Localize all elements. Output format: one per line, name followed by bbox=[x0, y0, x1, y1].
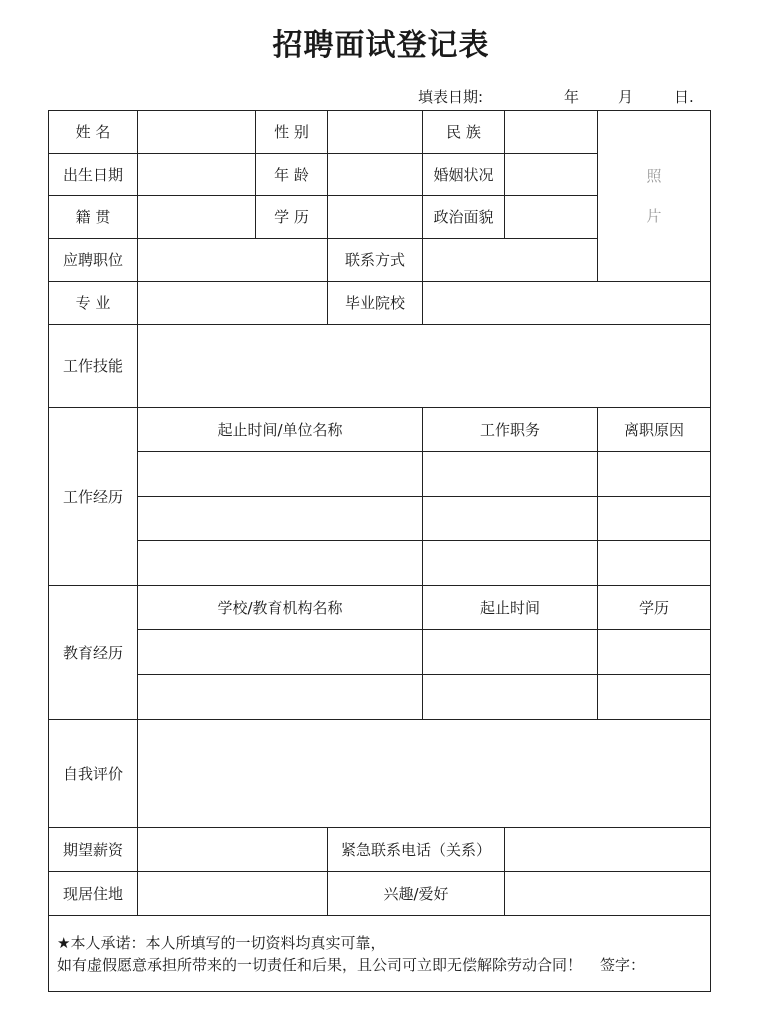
major-field[interactable] bbox=[138, 282, 328, 325]
page-title: 招聘面试登记表 bbox=[272, 28, 490, 63]
school-label: 毕业院校 bbox=[328, 282, 423, 325]
photo-label-2: 片 bbox=[646, 207, 662, 225]
gender-field[interactable] bbox=[328, 111, 423, 154]
work-col-title-header: 工作职务 bbox=[423, 408, 598, 452]
education-field[interactable] bbox=[328, 196, 423, 239]
edu-col-school-header: 学校/教育机构名称 bbox=[138, 586, 423, 630]
work-col-period-header: 起止时间/单位名称 bbox=[138, 408, 423, 452]
expected-salary-label: 期望薪资 bbox=[49, 828, 138, 872]
edu-col-degree-header: 学历 bbox=[598, 586, 711, 630]
edu-period-cell[interactable] bbox=[423, 630, 598, 675]
photo-box[interactable] bbox=[598, 111, 711, 282]
signature-label[interactable]: 签字： bbox=[600, 955, 646, 974]
contact-label: 联系方式 bbox=[328, 239, 423, 282]
promise-line-1: ★本人承诺：本人所填写的一切资料均真实可靠， bbox=[57, 933, 386, 952]
position-field[interactable] bbox=[138, 239, 328, 282]
emergency-contact-field[interactable] bbox=[505, 828, 711, 872]
promise-box bbox=[49, 916, 711, 992]
work-reason-cell[interactable] bbox=[598, 452, 711, 497]
edu-degree-cell[interactable] bbox=[598, 630, 711, 675]
photo-label-1: 照 bbox=[646, 167, 662, 185]
education-experience-label: 教育经历 bbox=[49, 586, 138, 720]
edu-col-period-header: 起止时间 bbox=[423, 586, 598, 630]
birth-date-label: 出生日期 bbox=[49, 154, 138, 196]
work-reason-cell[interactable] bbox=[598, 541, 711, 586]
fill-date-line bbox=[0, 86, 762, 108]
work-title-cell[interactable] bbox=[423, 541, 598, 586]
work-title-cell[interactable] bbox=[423, 452, 598, 497]
work-experience-label: 工作经历 bbox=[49, 408, 138, 586]
marital-status-field[interactable] bbox=[505, 154, 598, 196]
age-label: 年 龄 bbox=[256, 154, 328, 196]
work-reason-cell[interactable] bbox=[598, 497, 711, 541]
major-label: 专 业 bbox=[49, 282, 138, 325]
education-label: 学 历 bbox=[256, 196, 328, 239]
address-label: 现居住地 bbox=[49, 872, 138, 916]
address-field[interactable] bbox=[138, 872, 328, 916]
year-label: 年 bbox=[564, 88, 580, 106]
self-evaluation-field[interactable] bbox=[138, 720, 711, 828]
month-label: 月 bbox=[618, 88, 634, 106]
hobbies-label: 兴趣/爱好 bbox=[328, 872, 505, 916]
skills-field[interactable] bbox=[138, 325, 711, 408]
work-period-cell[interactable] bbox=[138, 497, 423, 541]
name-field[interactable] bbox=[138, 111, 256, 154]
name-label: 姓 名 bbox=[49, 111, 138, 154]
position-label: 应聘职位 bbox=[49, 239, 138, 282]
birth-date-field[interactable] bbox=[138, 154, 256, 196]
day-label: 日. bbox=[674, 88, 694, 106]
work-title-cell[interactable] bbox=[423, 497, 598, 541]
marital-status-label: 婚姻状况 bbox=[423, 154, 505, 196]
age-field[interactable] bbox=[328, 154, 423, 196]
political-status-field[interactable] bbox=[505, 196, 598, 239]
native-place-field[interactable] bbox=[138, 196, 256, 239]
edu-school-cell[interactable] bbox=[138, 630, 423, 675]
fill-date-label: 填表日期: bbox=[418, 88, 484, 106]
contact-field[interactable] bbox=[423, 239, 598, 282]
political-status-label: 政治面貌 bbox=[423, 196, 505, 239]
native-place-label: 籍 贯 bbox=[49, 196, 138, 239]
registration-form-table bbox=[48, 110, 711, 992]
promise-line-2: 如有虚假愿意承担所带来的一切责任和后果，且公司可立即无偿解除劳动合同！ bbox=[57, 955, 583, 974]
ethnicity-field[interactable] bbox=[505, 111, 598, 154]
skills-label: 工作技能 bbox=[49, 325, 138, 408]
gender-label: 性 别 bbox=[256, 111, 328, 154]
edu-school-cell[interactable] bbox=[138, 675, 423, 720]
work-col-reason-header: 离职原因 bbox=[598, 408, 711, 452]
hobbies-field[interactable] bbox=[505, 872, 711, 916]
ethnicity-label: 民 族 bbox=[423, 111, 505, 154]
school-field[interactable] bbox=[423, 282, 711, 325]
self-evaluation-label: 自我评价 bbox=[49, 720, 138, 828]
edu-degree-cell[interactable] bbox=[598, 675, 711, 720]
expected-salary-field[interactable] bbox=[138, 828, 328, 872]
work-period-cell[interactable] bbox=[138, 452, 423, 497]
emergency-contact-label: 紧急联系电话（关系） bbox=[328, 828, 505, 872]
edu-period-cell[interactable] bbox=[423, 675, 598, 720]
work-period-cell[interactable] bbox=[138, 541, 423, 586]
promise-line-2-wrap bbox=[57, 954, 710, 976]
